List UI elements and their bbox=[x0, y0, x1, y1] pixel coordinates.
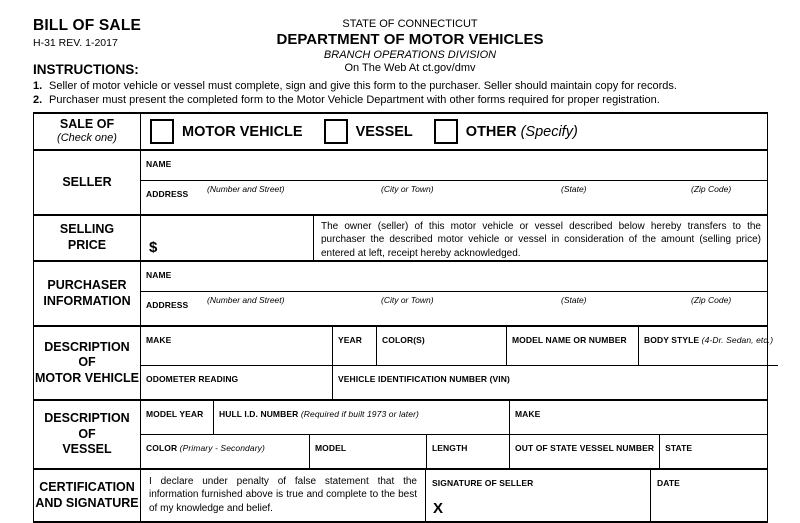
vessel-state-field[interactable] bbox=[659, 435, 767, 468]
vehicle-model-name-field[interactable] bbox=[506, 327, 638, 365]
purchaser-name-subrow bbox=[141, 262, 767, 292]
instruction-text: Purchaser must present the completed form to the Motor Vehicle Department with other forms required for proper registration. bbox=[49, 94, 660, 106]
certification-label-line2: AND SIGNATURE bbox=[35, 495, 139, 510]
signature-of-seller-field[interactable] bbox=[426, 470, 651, 521]
sale-of-option-motor-vehicle[interactable] bbox=[150, 119, 303, 144]
certification-label bbox=[34, 470, 141, 521]
vessel-subrow-2 bbox=[141, 435, 767, 468]
purchaser-address-sub-zip: (Zip Code) bbox=[691, 295, 732, 305]
vehicle-colors-label: COLOR(S) bbox=[382, 335, 425, 345]
seller-address-field[interactable] bbox=[141, 181, 767, 214]
motor-vehicle-label-line3: MOTOR VEHICLE bbox=[35, 370, 139, 385]
selling-price-amount-field[interactable] bbox=[141, 216, 314, 260]
signature-mark: X bbox=[433, 500, 444, 517]
sale-of-label-text: SALE OF bbox=[59, 116, 115, 131]
vin-field[interactable] bbox=[332, 366, 778, 399]
vessel-row bbox=[34, 401, 767, 470]
instruction-number: 2. bbox=[33, 94, 43, 106]
vessel-state-label: STATE bbox=[665, 443, 693, 453]
instruction-text: Seller of motor vehicle or vessel must complete, sign and give this form to the purchaser. Seller should maintain copy for records. bbox=[49, 80, 677, 92]
department-name: DEPARTMENT OF MOTOR VEHICLES bbox=[276, 31, 544, 48]
purchaser-label-line1: PURCHASER bbox=[47, 277, 127, 292]
checkbox-label-motor-vehicle: MOTOR VEHICLE bbox=[182, 123, 303, 140]
form-header bbox=[0, 0, 800, 112]
sale-of-label bbox=[34, 114, 141, 149]
certification-declaration: I declare under penalty of false statement that the information furnished above is true and complete to the best of my knowledge and belief. bbox=[141, 470, 426, 521]
vehicle-model-name-label: MODEL NAME OR NUMBER bbox=[512, 335, 627, 345]
purchaser-address-field[interactable] bbox=[141, 292, 767, 325]
vessel-color-field[interactable] bbox=[141, 435, 309, 468]
purchaser-address-subrow bbox=[141, 292, 767, 325]
vehicle-year-label: YEAR bbox=[338, 335, 363, 345]
currency-symbol: $ bbox=[149, 239, 158, 256]
vehicle-body-style-field[interactable] bbox=[638, 327, 778, 365]
state-name: STATE OF CONNECTICUT bbox=[342, 18, 478, 30]
purchaser-label-line2: INFORMATION bbox=[43, 293, 131, 308]
vehicle-year-field[interactable] bbox=[332, 327, 376, 365]
motor-vehicle-fields bbox=[141, 327, 778, 399]
seller-address-sub-state: (State) bbox=[561, 184, 587, 194]
sale-of-row bbox=[34, 114, 767, 151]
purchaser-address-label: ADDRESS bbox=[146, 300, 189, 310]
motor-vehicle-subrow-2 bbox=[141, 366, 778, 399]
checkbox-label-other-text: OTHER bbox=[465, 123, 517, 140]
vessel-model-year-field[interactable] bbox=[141, 401, 213, 434]
vessel-label-line1: DESCRIPTION bbox=[44, 411, 130, 426]
division-name: BRANCH OPERATIONS DIVISION bbox=[323, 49, 497, 61]
motor-vehicle-label-line1: DESCRIPTION bbox=[44, 339, 130, 354]
vessel-label bbox=[34, 401, 141, 468]
signature-of-seller-label: SIGNATURE OF SELLER bbox=[432, 478, 534, 488]
instruction-number: 1. bbox=[33, 80, 43, 92]
checkbox-motor-vehicle[interactable] bbox=[150, 119, 174, 144]
seller-label-text: SELLER bbox=[62, 174, 112, 189]
instruction-item bbox=[33, 94, 660, 106]
seller-address-subrow bbox=[141, 181, 767, 214]
seller-name-label: NAME bbox=[146, 159, 172, 169]
hull-id-number-label-text: HULL I.D. NUMBER bbox=[219, 409, 299, 419]
vessel-label-line2: OF bbox=[78, 426, 96, 441]
purchaser-fields bbox=[141, 262, 767, 325]
checkbox-label-other-note: (Specify) bbox=[520, 123, 578, 140]
selling-price-fields bbox=[141, 216, 767, 260]
sale-of-option-other[interactable] bbox=[434, 119, 578, 144]
vessel-subrow-1 bbox=[141, 401, 767, 435]
out-of-state-vessel-number-field[interactable] bbox=[509, 435, 659, 468]
signature-date-label: DATE bbox=[657, 478, 680, 488]
vessel-model-year-label: MODEL YEAR bbox=[146, 409, 204, 419]
checkbox-other[interactable] bbox=[434, 119, 458, 144]
form-table bbox=[33, 112, 774, 523]
motor-vehicle-subrow-1 bbox=[141, 327, 778, 366]
instruction-item bbox=[33, 80, 677, 92]
page-title: BILL OF SALE bbox=[33, 17, 142, 34]
purchaser-row bbox=[34, 262, 767, 327]
transfer-statement: The owner (seller) of this motor vehicle or vessel described below hereby transfers to the purchaser the described motor vehicle or vessel in consideration of the amount (selling price) entered at left, receipt hereby acknowledged. bbox=[321, 221, 761, 259]
sale-of-option-vessel[interactable] bbox=[324, 119, 413, 144]
vessel-color-label bbox=[146, 443, 265, 453]
sale-of-sublabel: (Check one) bbox=[57, 132, 117, 145]
motor-vehicle-label bbox=[34, 327, 141, 399]
selling-price-label-line1: SELLING bbox=[59, 222, 115, 237]
sale-of-options bbox=[141, 114, 767, 149]
purchaser-label bbox=[34, 262, 141, 325]
vessel-model-field[interactable] bbox=[309, 435, 426, 468]
out-of-state-vessel-number-label: OUT OF STATE VESSEL NUMBER bbox=[515, 443, 655, 453]
motor-vehicle-label-line2: OF bbox=[78, 355, 96, 370]
certification-fields bbox=[141, 470, 767, 521]
vessel-color-label-text: COLOR bbox=[146, 443, 178, 453]
vehicle-make-field[interactable] bbox=[141, 327, 332, 365]
checkbox-label-vessel: VESSEL bbox=[355, 123, 413, 140]
instructions-heading: INSTRUCTIONS: bbox=[33, 62, 139, 77]
vessel-length-field[interactable] bbox=[426, 435, 509, 468]
vessel-make-label: MAKE bbox=[515, 409, 541, 419]
selling-price-row bbox=[34, 216, 767, 262]
certification-label-line1: CERTIFICATION bbox=[39, 479, 135, 494]
purchaser-name-field[interactable] bbox=[141, 262, 767, 291]
seller-name-field[interactable] bbox=[141, 151, 767, 180]
seller-name-subrow bbox=[141, 151, 767, 181]
seller-row bbox=[34, 151, 767, 216]
seller-fields bbox=[141, 151, 767, 214]
seller-address-sub-zip: (Zip Code) bbox=[691, 184, 732, 194]
checkbox-label-other bbox=[466, 124, 578, 140]
vessel-label-line3: VESSEL bbox=[62, 442, 112, 457]
motor-vehicle-row bbox=[34, 327, 774, 401]
vehicle-colors-field[interactable] bbox=[376, 327, 506, 365]
odometer-reading-label: ODOMETER READING bbox=[146, 374, 239, 384]
vessel-color-note: (Primary - Secondary) bbox=[179, 443, 265, 453]
selling-price-label bbox=[34, 216, 141, 260]
vin-label: VEHICLE IDENTIFICATION NUMBER (VIN) bbox=[338, 374, 510, 384]
purchaser-address-sub-street: (Number and Street) bbox=[207, 295, 285, 305]
checkbox-vessel[interactable] bbox=[324, 119, 348, 144]
hull-id-number-note: (Required if built 1973 or later) bbox=[300, 409, 419, 419]
signature-date-field[interactable] bbox=[651, 470, 767, 521]
seller-address-sub-street: (Number and Street) bbox=[207, 184, 285, 194]
certification-row bbox=[34, 470, 767, 521]
vehicle-body-style-label-text: BODY STYLE bbox=[644, 335, 700, 345]
purchaser-address-sub-state: (State) bbox=[561, 295, 587, 305]
vessel-fields bbox=[141, 401, 767, 468]
purchaser-address-sub-city: (City or Town) bbox=[381, 295, 434, 305]
seller-address-label: ADDRESS bbox=[146, 189, 189, 199]
seller-label bbox=[34, 151, 141, 214]
odometer-reading-field[interactable] bbox=[141, 366, 332, 399]
vessel-make-field[interactable] bbox=[509, 401, 767, 434]
vehicle-body-style-note: (4-Dr. Sedan, etc.) bbox=[701, 335, 774, 345]
vessel-length-label: LENGTH bbox=[432, 443, 468, 453]
purchaser-name-label: NAME bbox=[146, 270, 172, 280]
revision-code: H-31 REV. 1-2017 bbox=[33, 37, 118, 49]
vehicle-make-label: MAKE bbox=[146, 335, 172, 345]
vessel-model-label: MODEL bbox=[315, 443, 347, 453]
selling-price-label-line2: PRICE bbox=[67, 238, 107, 252]
vehicle-body-style-label bbox=[644, 335, 773, 345]
website-line: On The Web At ct.gov/dmv bbox=[344, 62, 476, 74]
hull-id-number-field[interactable] bbox=[213, 401, 509, 434]
seller-address-sub-city: (City or Town) bbox=[381, 184, 434, 194]
hull-id-number-label bbox=[219, 409, 419, 419]
